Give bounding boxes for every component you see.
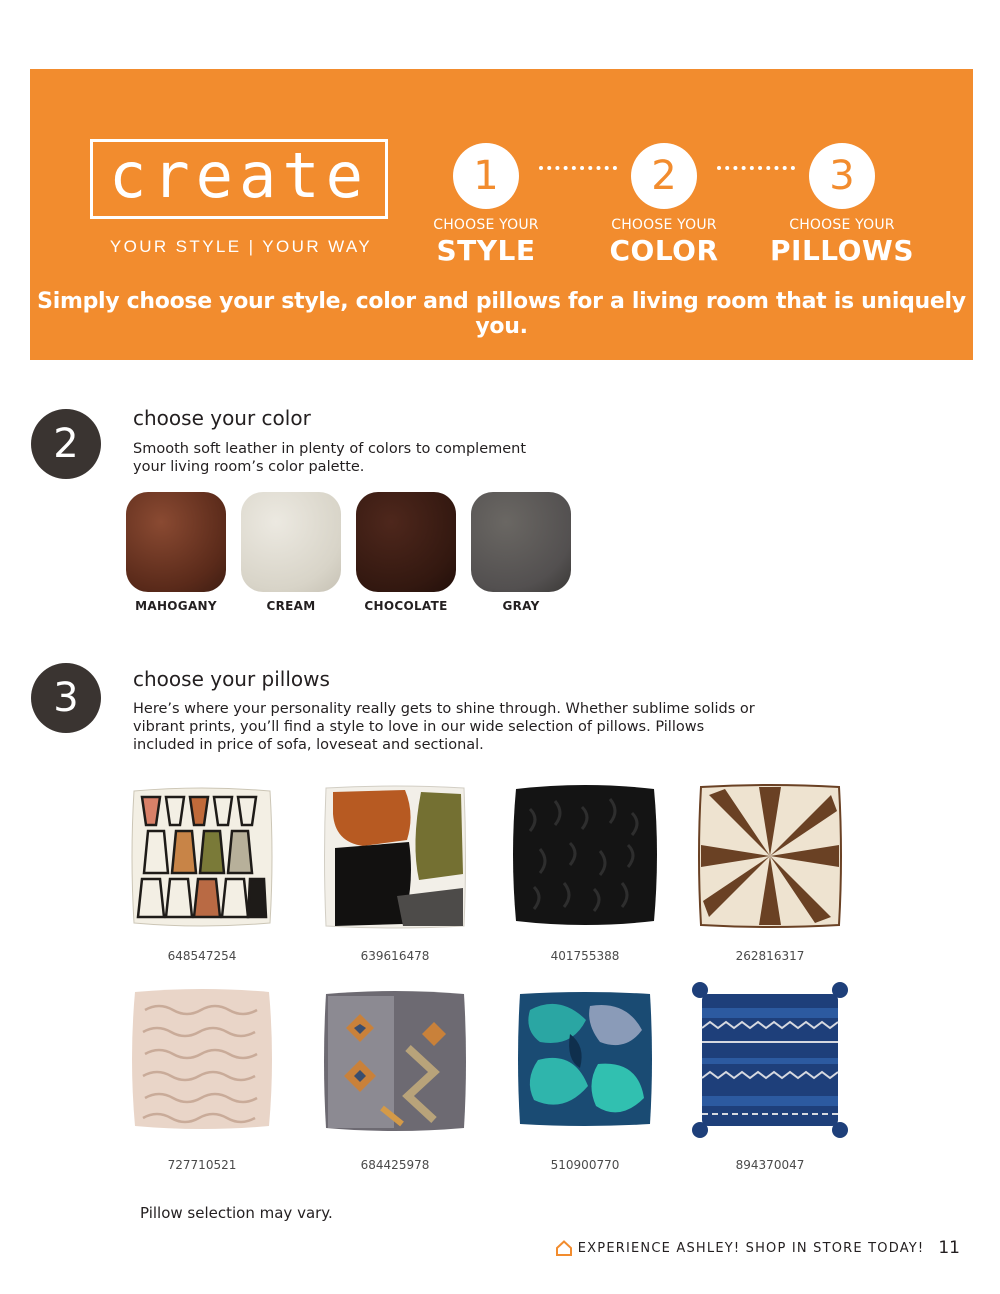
- create-banner: [30, 69, 973, 360]
- pillow-code: 727710521: [167, 1158, 237, 1172]
- logo-word: create: [109, 139, 369, 212]
- pillow-code: 894370047: [735, 1158, 805, 1172]
- banner-caption: Simply choose your style, color and pillows for a living room that is uniquely you.: [37, 289, 966, 339]
- kilim-pillow-icon[interactable]: [322, 988, 468, 1134]
- step-big-text: COLOR: [609, 234, 719, 267]
- step-color: [579, 143, 749, 267]
- abstract-pillow-icon[interactable]: [323, 784, 467, 930]
- swatch-label: MAHOGANY: [135, 599, 217, 613]
- step-big-text: PILLOWS: [770, 234, 914, 267]
- swatch-label: CREAM: [266, 599, 316, 613]
- color-section-title: choose your color: [133, 406, 311, 430]
- pillow-section-description: Here’s where your personality really gets to shine through. Whether sublime solids or vibrant prints, you’ll find a style to love in our wide selection of pillows. Pillows included in price of sofa, loveseat and sectional.: [133, 701, 755, 753]
- step-pillows: [757, 143, 927, 267]
- step-number: 3: [809, 143, 875, 209]
- step-small-text: CHOOSE YOUR: [433, 217, 539, 233]
- pillow-code: 401755388: [550, 949, 620, 963]
- create-logo: [90, 139, 388, 219]
- section-number-2: 2: [31, 409, 101, 479]
- swatch-label: GRAY: [502, 599, 540, 613]
- step-number: 2: [631, 143, 697, 209]
- step-number: 1: [453, 143, 519, 209]
- section-number-3: 3: [31, 663, 101, 733]
- pillow-section-title: choose your pillows: [133, 667, 330, 691]
- swatch-label: CHOCOLATE: [364, 599, 448, 613]
- pillow-code: 684425978: [360, 1158, 430, 1172]
- geometric-pillow-icon[interactable]: [130, 785, 274, 929]
- swatch-mahogany[interactable]: [126, 492, 226, 592]
- pillow-code: 262816317: [735, 949, 805, 963]
- swatch-cream[interactable]: [241, 492, 341, 592]
- page-number: 11: [938, 1238, 960, 1258]
- pillow-code: 639616478: [360, 949, 430, 963]
- pillow-code: 510900770: [550, 1158, 620, 1172]
- home-icon: [556, 1240, 572, 1256]
- starburst-pillow-icon[interactable]: [697, 783, 843, 929]
- step-small-text: CHOOSE YOUR: [789, 217, 895, 233]
- faux-fur-pillow-icon[interactable]: [129, 986, 275, 1132]
- color-section-description: Smooth soft leather in plenty of colors to complement your living room’s color palette.: [133, 441, 527, 475]
- swatch-gray[interactable]: [471, 492, 571, 592]
- step-style: [401, 143, 571, 267]
- step-small-text: CHOOSE YOUR: [611, 217, 717, 233]
- swatch-chocolate[interactable]: [356, 492, 456, 592]
- pillow-note: Pillow selection may vary.: [140, 1204, 333, 1222]
- tassel-pillow-icon[interactable]: [688, 978, 852, 1142]
- shag-pillow-icon[interactable]: [510, 779, 660, 929]
- pillow-code: 648547254: [167, 949, 237, 963]
- ikat-pillow-icon[interactable]: [516, 990, 654, 1128]
- tagline: YOUR STYLE | YOUR WAY: [109, 237, 373, 256]
- footer-text: EXPERIENCE ASHLEY! SHOP IN STORE TODAY!: [577, 1240, 925, 1256]
- footer: [556, 1238, 960, 1258]
- step-big-text: STYLE: [436, 234, 536, 267]
